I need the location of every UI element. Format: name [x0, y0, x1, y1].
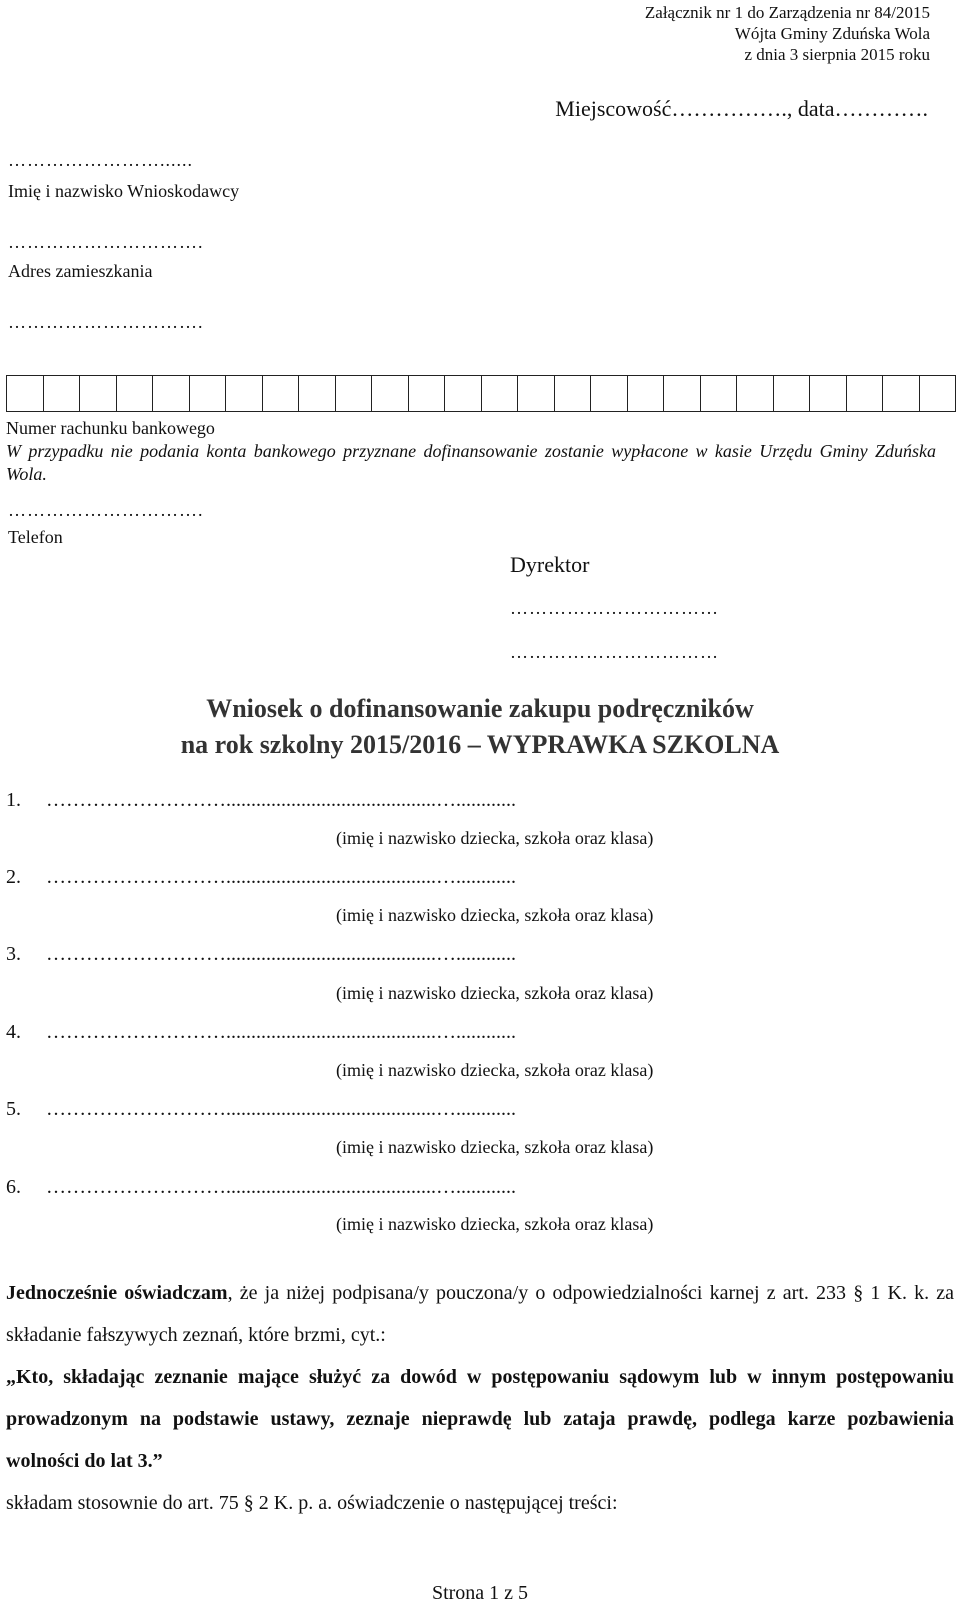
- child-number: 2.: [6, 866, 21, 888]
- child-number: 4.: [6, 1021, 21, 1043]
- account-digit-box[interactable]: [43, 375, 81, 412]
- child-caption: (imię i nazwisko dziecka, szkoła oraz klasa): [336, 905, 654, 925]
- child-number: 3.: [6, 943, 21, 965]
- declaration-text: , że ja niżej podpisana/y pouczona/y o odpowiedzialności karnej z art. 233 § 1 K. k. za składanie fałszywych zeznań, które brzmi, cyt.:: [6, 1282, 954, 1346]
- child-caption: (imię i nazwisko dziecka, szkoła oraz klasa): [336, 1060, 654, 1080]
- annex-line-2: Wójta Gminy Zduńska Wola: [734, 24, 930, 43]
- account-digit-box[interactable]: [627, 375, 665, 412]
- account-digit-box[interactable]: [773, 375, 811, 412]
- account-digit-box[interactable]: [590, 375, 628, 412]
- account-digit-box[interactable]: [809, 375, 847, 412]
- account-digit-box[interactable]: [79, 375, 117, 412]
- child-field[interactable]: ………………………..........................................…............: [46, 943, 516, 965]
- legal-quote: „Kto, składając zeznanie mające służyć za dowód w postępowaniu sądowym lub w innym postępowaniu prowadzonym na podstawie ustawy, zeznaje nieprawdę lub zataja prawdę, podlega karze pozbawienia wolności do lat 3.”: [6, 1366, 954, 1472]
- account-label: Numer rachunku bankowego: [6, 418, 215, 438]
- account-digit-box[interactable]: [262, 375, 300, 412]
- declaration-paragraph: [6, 1272, 954, 1356]
- account-digit-box[interactable]: [189, 375, 227, 412]
- account-digit-box[interactable]: [882, 375, 920, 412]
- account-digit-box[interactable]: [225, 375, 263, 412]
- annex-header: [645, 2, 930, 65]
- account-digit-box[interactable]: [663, 375, 701, 412]
- page-footer: Strona 1 z 5: [431, 1582, 529, 1604]
- phone-label: Telefon: [8, 527, 63, 547]
- account-digit-box[interactable]: [371, 375, 409, 412]
- account-number-grid[interactable]: [6, 375, 955, 412]
- address-label: Adres zamieszkania: [8, 261, 153, 281]
- account-digit-box[interactable]: [700, 375, 738, 412]
- account-digit-box[interactable]: [846, 375, 884, 412]
- account-digit-box[interactable]: [6, 375, 44, 412]
- child-caption: (imię i nazwisko dziecka, szkoła oraz klasa): [336, 983, 654, 1003]
- account-digit-box[interactable]: [554, 375, 592, 412]
- child-caption: (imię i nazwisko dziecka, szkoła oraz klasa): [336, 1214, 654, 1234]
- declaration-closing: składam stosownie do art. 75 § 2 K. p. a. oświadczenie o następującej treści:: [6, 1492, 618, 1514]
- recipient-line-2[interactable]: ……………………………: [510, 642, 719, 662]
- applicant-name-field[interactable]: ……………………......: [8, 150, 193, 170]
- account-digit-box[interactable]: [335, 375, 373, 412]
- place-date-field[interactable]: Miejscowość……………., data………….: [555, 96, 928, 121]
- account-digit-box[interactable]: [444, 375, 482, 412]
- account-digit-box[interactable]: [298, 375, 336, 412]
- annex-line-3: z dnia 3 sierpnia 2015 roku: [744, 45, 930, 64]
- address-field-1[interactable]: ………………………….: [8, 232, 204, 252]
- applicant-name-label: Imię i nazwisko Wnioskodawcy: [8, 181, 240, 201]
- account-digit-box[interactable]: [517, 375, 555, 412]
- form-title-line-1: Wniosek o dofinansowanie zakupu podręczników: [206, 694, 754, 723]
- account-digit-box[interactable]: [481, 375, 519, 412]
- account-digit-box[interactable]: [116, 375, 154, 412]
- child-caption: (imię i nazwisko dziecka, szkoła oraz klasa): [336, 1137, 654, 1157]
- child-field[interactable]: ………………………..........................................…............: [46, 866, 516, 888]
- form-title-line-2: na rok szkolny 2015/2016 – WYPRAWKA SZKOLNA: [180, 730, 780, 759]
- child-field[interactable]: ………………………..........................................…............: [46, 1098, 516, 1120]
- phone-field[interactable]: ………………………….: [8, 500, 204, 520]
- recipient-line-1[interactable]: ……………………………: [510, 598, 719, 618]
- child-number: 1.: [6, 789, 21, 811]
- account-digit-box[interactable]: [152, 375, 190, 412]
- child-number: 5.: [6, 1098, 21, 1120]
- child-field[interactable]: ………………………..........................................…............: [46, 1176, 516, 1198]
- child-caption: (imię i nazwisko dziecka, szkoła oraz klasa): [336, 828, 654, 848]
- child-field[interactable]: ………………………..........................................…............: [46, 789, 516, 811]
- annex-line-1: Załącznik nr 1 do Zarządzenia nr 84/2015: [644, 3, 930, 22]
- account-note: W przypadku nie podania konta bankowego przyznane dofinansowanie zostanie wypłacone w kasie Urzędu Gminy Zduńska Wola.: [6, 441, 936, 484]
- account-digit-box[interactable]: [919, 375, 957, 412]
- account-digit-box[interactable]: [408, 375, 446, 412]
- recipient-title: Dyrektor: [510, 552, 590, 577]
- account-digit-box[interactable]: [736, 375, 774, 412]
- child-field[interactable]: ………………………..........................................…............: [46, 1021, 516, 1043]
- declaration-bold-start: Jednocześnie oświadczam: [6, 1282, 228, 1304]
- child-number: 6.: [6, 1176, 21, 1198]
- address-field-2[interactable]: ………………………….: [8, 312, 204, 332]
